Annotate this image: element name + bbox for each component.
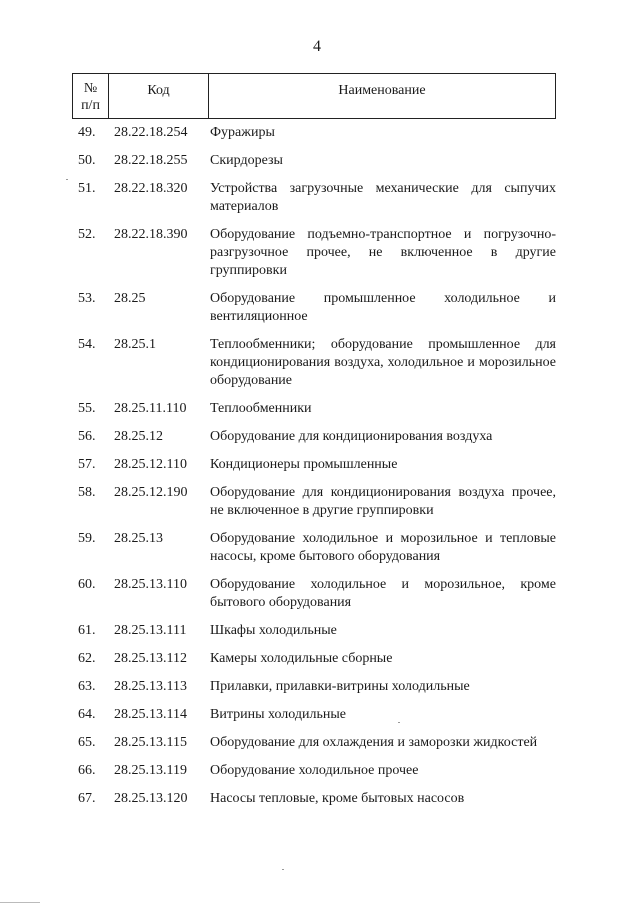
row-code: 28.25.13.115 [114,735,187,750]
row-name: Теплообменники [210,401,312,416]
row-code: 28.25.13.114 [114,707,187,722]
scan-mark [0,902,40,903]
row-number: 64. [78,707,96,722]
scan-mark [398,722,400,723]
table-header [72,73,556,119]
row-number: 55. [78,401,96,416]
table-row [72,576,556,612]
row-code: 28.25.12.190 [114,485,188,500]
row-code: 28.25 [114,291,146,306]
row-code: 28.25.1 [114,337,156,352]
row-name: Кондиционеры промышленные [210,457,398,472]
table-row [72,734,556,752]
table-row [72,124,556,142]
scan-mark [66,179,68,180]
row-code: 28.25.13.113 [114,679,187,694]
row-code: 28.25.12 [114,429,163,444]
table-row [72,290,556,326]
row-number: 50. [78,153,96,168]
row-name: Оборудование холодильное и морозильное, кроме бытового оборудования [210,577,556,610]
row-code: 28.22.18.254 [114,125,188,140]
row-number: 62. [78,651,96,666]
row-name: Оборудование холодильное прочее [210,763,419,778]
table-row [72,400,556,418]
table-row [72,456,556,474]
row-name: Шкафы холодильные [210,623,337,638]
row-name: Фуражиры [210,125,275,140]
table-row [72,790,556,808]
row-code: 28.22.18.390 [114,227,188,242]
row-name: Оборудование для кондиционирования воздуха [210,429,493,444]
row-name: Скирдорезы [210,153,283,168]
row-code: 28.25.13.111 [114,623,187,638]
table-row [72,650,556,668]
row-code: 28.22.18.255 [114,153,188,168]
row-number: 57. [78,457,96,472]
row-name: Теплообменники; оборудование промышленное для кондиционирования воздуха, холодильное и морозильное оборудование [210,337,556,388]
table-body [72,124,556,818]
table-row [72,336,556,390]
table-row [72,678,556,696]
row-code: 28.25.13.110 [114,577,187,592]
row-name: Прилавки, прилавки-витрины холодильные [210,679,470,694]
row-code: 28.25.13.112 [114,651,187,666]
page-number: 4 [313,38,321,55]
row-number: 54. [78,337,96,352]
table-row [72,706,556,724]
row-number: 65. [78,735,96,750]
table-row [72,484,556,520]
row-number: 51. [78,181,96,196]
row-name: Камеры холодильные сборные [210,651,393,666]
row-number: 56. [78,429,96,444]
row-number: 58. [78,485,96,500]
header-name: Наименование [338,83,426,98]
row-name: Оборудование подъемно-транспортное и погрузочно-разгрузочное прочее, не включенное в другие группировки [210,227,556,278]
row-code: 28.25.13 [114,531,163,546]
table-row [72,226,556,280]
row-code: 28.25.12.110 [114,457,187,472]
table-row [72,622,556,640]
row-name: Оборудование для охлаждения и заморозки жидкостей [210,735,538,750]
header-code: Код [109,74,209,118]
table-row [72,428,556,446]
row-number: 49. [78,125,96,140]
row-code: 28.25.13.120 [114,791,188,806]
row-name: Оборудование холодильное и морозильное и тепловые насосы, кроме бытового оборудования [210,531,556,564]
table-row [72,152,556,170]
row-code: 28.25.11.110 [114,401,187,416]
row-code: 28.25.13.119 [114,763,187,778]
row-code: 28.22.18.320 [114,181,188,196]
row-number: 66. [78,763,96,778]
row-name: Насосы тепловые, кроме бытовых насосов [210,791,465,806]
table-row [72,530,556,566]
row-name: Оборудование для кондиционирования воздуха прочее, не включенное в другие группировки [210,485,556,518]
row-number: 67. [78,791,96,806]
row-number: 52. [78,227,96,242]
header-num [73,74,109,118]
scan-mark [282,869,284,870]
header-num-label: № п/п [81,81,100,113]
row-number: 60. [78,577,96,592]
row-number: 63. [78,679,96,694]
table-row [72,762,556,780]
row-name: Устройства загрузочные механические для сыпучих материалов [210,181,556,214]
row-name: Витрины холодильные [210,707,346,722]
table-row [72,180,556,216]
row-number: 53. [78,291,96,306]
row-number: 61. [78,623,96,638]
row-number: 59. [78,531,96,546]
row-name: Оборудование промышленное холодильное и вентиляционное [210,291,556,324]
